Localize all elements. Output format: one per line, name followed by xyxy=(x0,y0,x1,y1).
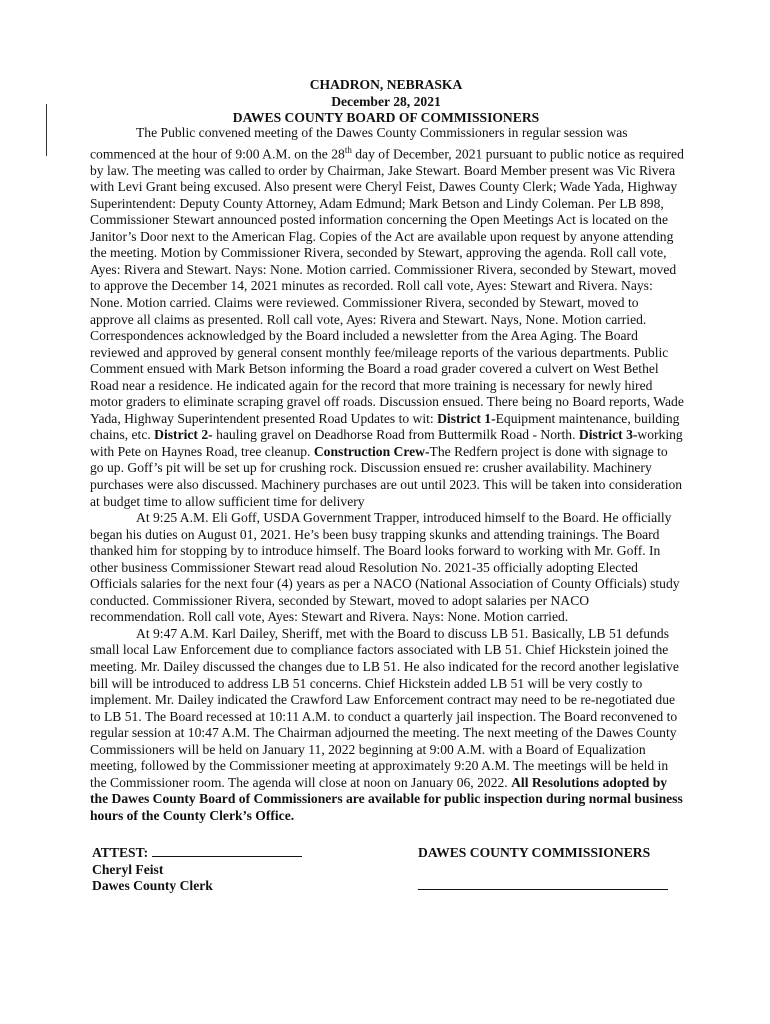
p3-bold-notice: All Resolutions adopted by the Dawes County Board of Commissioners are available for public inspection during normal business hours of the County Clerk’s Office. xyxy=(90,774,683,823)
document-header xyxy=(90,77,682,127)
clerk-name: Cheryl Feist xyxy=(92,861,164,877)
attest-block xyxy=(92,845,352,895)
district-1-text: Equipment maintenance, building chains, etc. xyxy=(90,410,680,443)
minutes-body xyxy=(90,125,684,825)
p1-superscript: th xyxy=(344,144,352,155)
district-2-label: District 2- xyxy=(154,427,213,443)
commissioners-signature-line xyxy=(418,878,668,890)
p1-text-a: The Public convened meeting of the Dawes County Commissioners in regular session was commenced at the hour of 9:00 A.M. on the 28 xyxy=(90,125,628,162)
commissioners-label: DAWES COUNTY COMMISSIONERS xyxy=(418,845,651,860)
construction-crew-label: Construction Crew- xyxy=(313,443,430,459)
revision-bar xyxy=(46,104,47,156)
paragraph-trapper: At 9:25 A.M. Eli Goff, USDA Government Trapper, introduced himself to the Board. He officially began his duties on August 01, 2021. He’s been busy trapping skunks and attending trainings. The Board thanked him for stopping by to introduce himself. The Board looks forward to working with Mr. Goff. In other business Commissioner Stewart read aloud Resolution No. 2021-35 officially adopting Elected Officials salaries for the next four (4) years as per a NACO (National Association of County Officials) study conducted. Commissioner Rivera, seconded by Stewart, moved to adopt salaries per NACO recommendation. Roll call vote, Ayes: Stewart and Rivera. Nays: None. Motion carried. xyxy=(90,510,680,625)
header-location: CHADRON, NEBRASKA xyxy=(309,77,463,92)
construction-crew-text: The Redfern project is done with signage to go up. Goff’s pit will be set up for crushing rock. Discussion ensued re: crusher availability. Machinery purchases were also discussed. Machinery purchases are out until 2023. This will be taken into consideration at budget time to allow sufficient time for delivery xyxy=(90,443,683,509)
attest-signature-line xyxy=(152,845,302,857)
commissioners-block xyxy=(418,845,678,894)
district-1-label: District 1- xyxy=(437,410,496,426)
district-2-text: hauling gravel on Deadhorse Road from Buttermilk Road - North. xyxy=(212,427,579,443)
district-3-label: District 3- xyxy=(578,427,638,443)
p3-text: At 9:47 A.M. Karl Dailey, Sheriff, met with the Board to discuss LB 51. Basically, LB 51 defunds small local Law Enforcement due to compliance factors associated with LB 51. Chief Hickstein joined the meeting. Mr. Dailey discussed the changes due to LB 51. He also indicated for the record another legislative bill will be introduced to address LB 51 concerns. Chief Hickstein added LB 51 will be very costly to implement. Mr. Dailey indicated the Crawford Law Enforcement contract may need to be re-negotiated due to LB 51. The Board recessed at 10:11 A.M. to conduct a quarterly jail inspection. The Board reconvened to regular session at 10:47 A.M. The Chairman adjourned the meeting. The next meeting of the Dawes County Commissioners will be held on January 11, 2022 beginning at 9:00 A.M. with a Board of Equalization meeting, followed by the Commissioner meeting at approximately 9:20 A.M. The meetings will be held in the Commissioner room. The agenda will close at noon on January 06, 2022. xyxy=(90,625,679,790)
header-date: December 28, 2021 xyxy=(331,93,441,109)
header-board: DAWES COUNTY BOARD OF COMMISSIONERS xyxy=(232,110,540,125)
attest-label: ATTEST: xyxy=(92,845,149,860)
p1-text-b: day of December, 2021 pursuant to public notice as required by law. The meeting was called to order by Chairman, Jake Stewart. Board Member present was Vic Rivera with Levi Grant being excused. Also present were Cheryl Feist, Dawes County Clerk; Wade Yada, Highway Superintendent: Deputy County Attorney, Adam Edmund; Mark Betson and Lindy Coleman. Per LB 898, Commissioner Stewart announced posted information concerning the Open Meetings Act is located on the Janitor’s Door next to the American Flag. Copies of the Act are available upon request by anyone attending the meeting. Motion by Commissioner Rivera, seconded by Stewart, approving the agenda. Roll call vote, Ayes: Rivera and Stewart. Nays: None. Motion carried. Commissioner Rivera, seconded by Stewart, moved to approve the December 14, 2021 minutes as recorded. Roll call vote, Ayes: Stewart and Rivera. Nays: None. Motion carried. Claims were reviewed. Commissioner Rivera, seconded by Stewart, moved to approve all claims as presented. Roll call vote, Ayes: Rivera and Stewart. Nays, None. Motion carried. Correspondences acknowledged by the Board included a newsletter from the Area Aging. The Board reviewed and approved by general consent monthly fee/mileage reports of the various departments. Public Comment ensued with Mark Betson informing the Board a road grader covered a culvert on West Bethel Road near a residence. He indicated again for the record that more training is necessary for newly hired motor graders to eliminate scraping gravel off roads. Discussion ensued. There being no Board reports, Wade Yada, Highway Superintendent presented Road Updates to wit: xyxy=(90,146,684,426)
clerk-title: Dawes County Clerk xyxy=(92,878,213,893)
paragraph-opening xyxy=(90,125,684,510)
paragraph-sheriff xyxy=(90,626,684,825)
district-3-text: working with Pete on Haynes Road, tree cleanup. xyxy=(90,427,683,459)
